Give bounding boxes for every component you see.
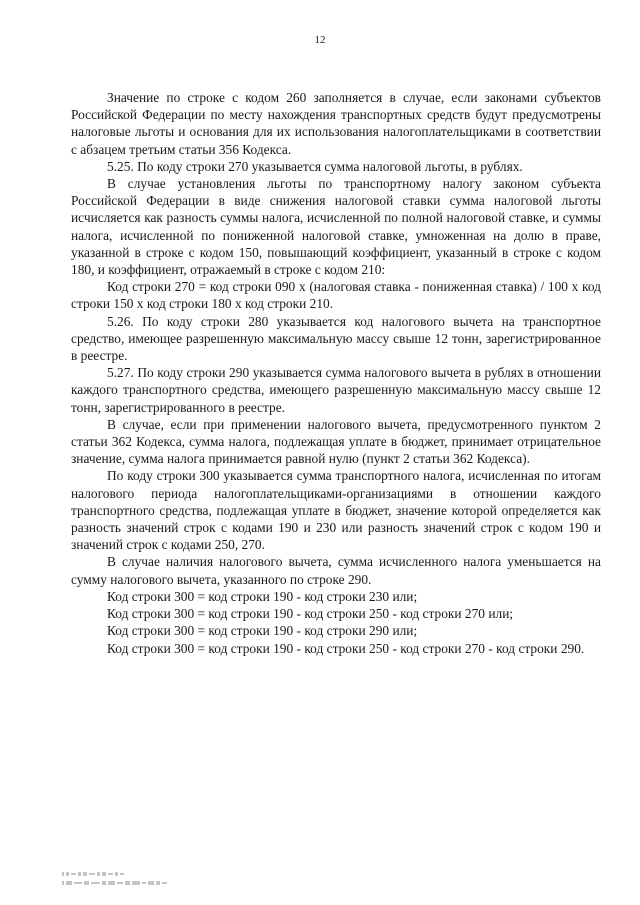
formula-line-2: Код строки 300 = код строки 190 - код строки 250 - код строки 270 или; bbox=[107, 606, 514, 622]
paragraph-5-26: 5.26. По коду строки 280 указывается код налогового вычета на транспортное средство, имеющее разрешенную максимальную массу свыше 12 тонн, зарегистрированное в реестре. bbox=[71, 313, 601, 364]
formula-line-4: Код строки 300 = код строки 190 - код строки 250 - код строки 270 - код строки 290. bbox=[107, 640, 585, 656]
document-body bbox=[71, 89, 601, 657]
scan-stamp bbox=[62, 870, 192, 891]
formula-line-1: Код строки 300 = код строки 190 - код строки 230 или; bbox=[107, 588, 418, 604]
paragraph-line-300: По коду строки 300 указывается сумма транспортного налога, исчисленная по итогам налогового периода налогоплательщиками-организациями в отношении каждого транспортного средства, подлежащая уплате в бюджет, значение которой определяется как разность значений строк с кодами 190 и 230 или разность значений строк с кодом 190 и значений строк с кодами 250, 270. bbox=[71, 468, 601, 553]
paragraph-negative-tax: В случае, если при применении налогового вычета, предусмотренного пунктом 2 статьи 362 Кодекса, сумма налога, подлежащая уплате в бюджет, принимает отрицательное значение, сумма налога принимается равной нулю (пункт 2 статьи 362 Кодекса). bbox=[71, 416, 601, 467]
paragraph-formula-270: Код строки 270 = код строки 090 х (налоговая ставка - пониженная ставка) / 100 х код строки 150 х код строки 180 х код строки 210. bbox=[71, 279, 601, 312]
faint-stamp-graphic bbox=[62, 870, 192, 888]
formula-line-3: Код строки 300 = код строки 190 - код строки 290 или; bbox=[107, 623, 418, 639]
page-number: 12 bbox=[314, 34, 326, 46]
paragraph-5-25: 5.25. По коду строки 270 указывается сумма налоговой льготы, в рублях. bbox=[107, 158, 523, 174]
paragraph-5-27: 5.27. По коду строки 290 указывается сумма налогового вычета в рублях в отношении каждого транспортного средства, имеющего разрешенную максимальную массу свыше 12 тонн, зарегистрированного в реестре. bbox=[71, 365, 601, 415]
paragraph-260-exemption: Значение по строке с кодом 260 заполняется в случае, если законами субъектов Российской Федерации по месту нахождения транспортных средств будут предусмотрены налоговые льготы и основания для их использования налогоплательщиками в соответствии с абзацем третьим статьи 356 Кодекса. bbox=[71, 90, 601, 157]
paragraph-reduced-rate: В случае установления льготы по транспортному налогу законом субъекта Российской Федерации в виде снижения налоговой ставки сумма налоговой льготы исчисляется как разность суммы налога, исчисленной по полной налоговой ставке, и суммы налога, исчисленной по пониженной налоговой ставке, умноженная на долю в праве, указанной в строке с кодом 150, повышающий коэффициент, указанный в строке с кодом 180, и коэффициент, отражаемый в строке с кодом 210: bbox=[71, 176, 601, 278]
paragraph-deduction: В случае наличия налогового вычета, сумма исчисленного налога уменьшается на сумму налогового вычета, указанного по строке 290. bbox=[71, 554, 601, 587]
